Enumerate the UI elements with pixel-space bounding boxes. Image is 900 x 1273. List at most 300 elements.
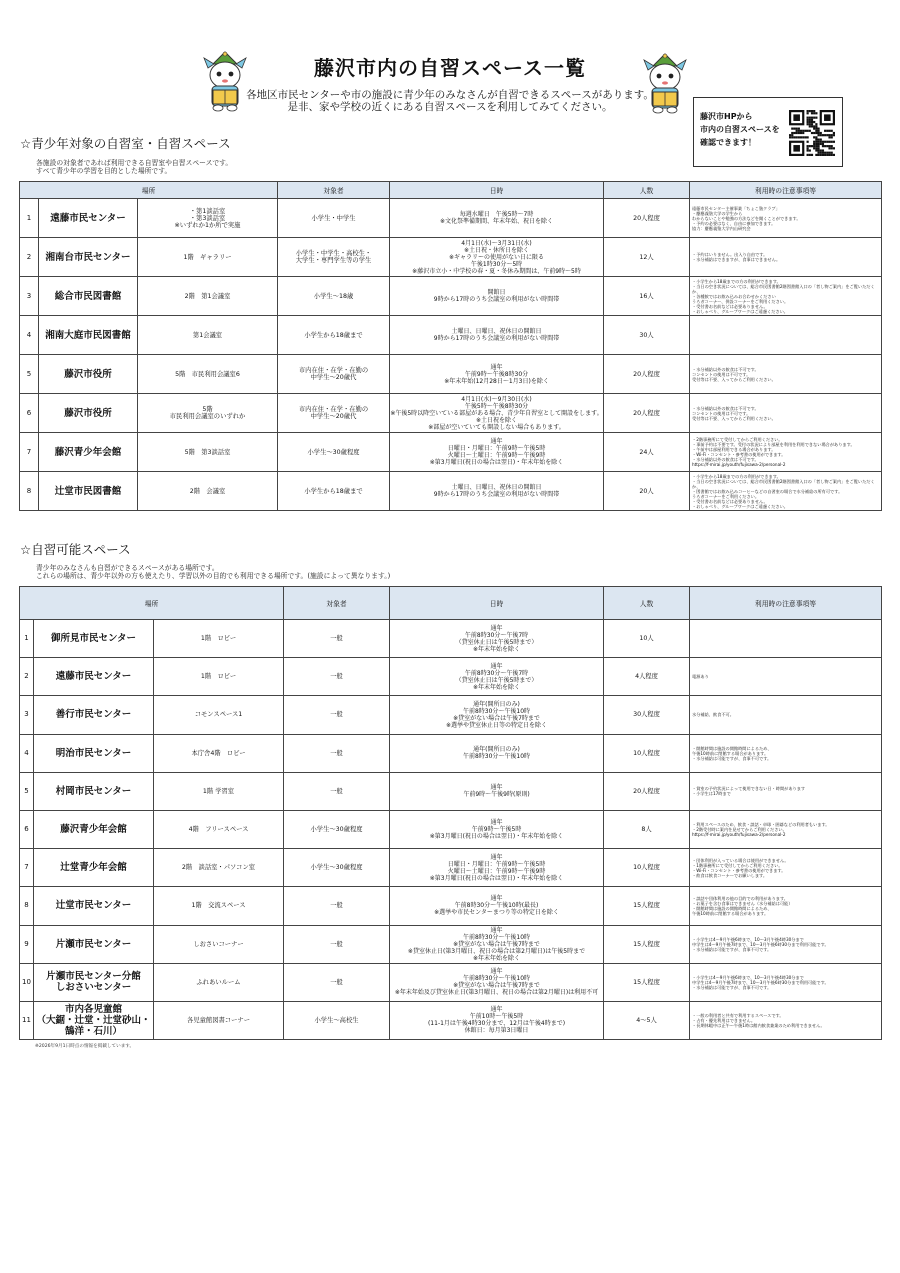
usage-notes-line: ・水分補給は可能ですが、食事不可です。 xyxy=(692,946,772,952)
target-audience-line: 小学生～30歳程度 xyxy=(307,448,360,456)
capacity: 4人程度 xyxy=(604,658,690,696)
place-name: 藤沢青少年会館 xyxy=(39,433,138,472)
room-name-line: 各児童館図書コーナー xyxy=(187,1016,250,1024)
qr-code-icon[interactable] xyxy=(789,110,835,156)
date-time-line: 休館日：毎月第3日曜日 xyxy=(464,1027,529,1035)
target-audience xyxy=(284,810,390,848)
room-name xyxy=(154,849,284,887)
target-audience-line: 一般 xyxy=(330,787,343,795)
usage-notes-line: ・占有・優先利用はできません。 xyxy=(692,1017,756,1023)
date-time-line: 通年 xyxy=(490,662,503,670)
target-audience-line: 小学生から18歳まで xyxy=(304,331,363,339)
target-audience-line: 一般 xyxy=(330,940,343,948)
row-number: 2 xyxy=(20,238,39,277)
usage-notes xyxy=(690,772,882,810)
usage-notes-line: ・予約はいりません。出入り自由です。 xyxy=(692,252,768,257)
target-audience-line: 中学生～20歳代 xyxy=(310,374,357,381)
room-name xyxy=(138,277,278,316)
usage-notes xyxy=(690,355,882,394)
place-name: 湘南台市民センター xyxy=(39,238,138,277)
date-time-line: 毎週水曜日 午後5時～7時 xyxy=(459,211,534,218)
usage-notes xyxy=(690,849,882,887)
row-number: 11 xyxy=(20,1001,34,1039)
target-audience xyxy=(284,849,390,887)
date-time xyxy=(390,658,604,696)
room-name-line: 5階 xyxy=(202,406,213,413)
usage-notes-line: ・長期休暇中は正午～午後1時は館内飲食兼業のため利用できません。 xyxy=(692,1022,825,1028)
date-time-line: 火曜日～土曜日：午前9時～午後9時 xyxy=(447,452,546,459)
date-time-line: ※貸室がない場合は午後7時まで xyxy=(453,714,540,722)
usage-notes xyxy=(690,810,882,848)
target-audience xyxy=(278,394,390,433)
column-header-capacity: 人数 xyxy=(604,587,690,620)
usage-notes-line: ・お菓子を含む食事はできません（水分補給は可能） xyxy=(692,900,793,906)
date-time-line: ※午後5時以降空いている部屋がある場合、青少年自習室として開設をします。 xyxy=(390,409,603,417)
target-audience xyxy=(284,772,390,810)
row-number: 7 xyxy=(20,433,39,472)
target-audience xyxy=(284,658,390,696)
date-time xyxy=(390,433,604,472)
usage-notes-line: 電源あり xyxy=(692,674,709,680)
date-time-line: 午前8時30分～午後7時 xyxy=(464,669,529,677)
target-audience-line: 一般 xyxy=(330,749,343,757)
section1-note-line-2: すべて青少年の学習を目的とした場所です。 xyxy=(36,167,172,175)
date-time-line: ※藤沢市立小・中学校の春・夏・冬休み期間は、午前9時～5時 xyxy=(412,267,581,275)
target-audience xyxy=(284,620,390,658)
table-header-row xyxy=(20,182,882,199)
capacity: 4～5人 xyxy=(604,1001,690,1039)
date-time-line: （貸室休止日は午後5時まで） xyxy=(455,638,538,646)
date-time-line: ※選挙や貸室休止日等の特定日を除く xyxy=(446,721,548,729)
usage-notes-line: ・水分補給以外の飲食は不可です。 xyxy=(692,457,759,462)
date-time xyxy=(390,810,604,848)
target-audience-line: 一般 xyxy=(330,978,343,986)
row-number: 1 xyxy=(20,620,34,658)
date-time-line: ※貸室がない場合は午後7時まで xyxy=(453,982,540,990)
table-row xyxy=(20,734,882,772)
usage-notes-line: ・Wi-Fi・コンセント・参考書の使用ができます。 xyxy=(692,867,786,873)
room-name xyxy=(138,316,278,355)
capacity: 30人程度 xyxy=(604,696,690,734)
usage-notes-line: ・開館時間は施設の開館時間によるため、 xyxy=(692,745,772,751)
capacity: 15人程度 xyxy=(604,963,690,1001)
place-name: 明治市民センター xyxy=(34,734,154,772)
date-time xyxy=(390,925,604,963)
target-audience-line: 小学生～高校生 xyxy=(314,1016,359,1024)
place-name: 遠藤市民センター xyxy=(34,658,154,696)
table-row xyxy=(20,472,882,511)
room-name xyxy=(138,394,278,433)
date-time xyxy=(390,772,604,810)
place-name: 藤沢市役所 xyxy=(39,394,138,433)
date-time-line: 午前8時30分～午後10時 xyxy=(462,753,531,761)
room-name-line: 4階 フリースペース xyxy=(188,826,249,834)
date-time-line: 日曜日・月曜日：午前9時～午後5時 xyxy=(447,445,546,452)
target-audience xyxy=(284,963,390,1001)
usage-notes-line: ・開館時間は施設の開館時間によるため、 xyxy=(692,905,772,911)
row-number: 3 xyxy=(20,696,34,734)
usage-notes-line: コンセントの使用は不可です。 xyxy=(692,410,751,416)
date-time-line: 通年 xyxy=(490,853,503,861)
date-time-line: 火曜日～土曜日：午前9時～午後9時 xyxy=(447,867,546,875)
row-number: 10 xyxy=(20,963,34,1001)
usage-notes-line: 中学生は4～9月午後7時まで、10～3月午後6時30分まで利用可能です。 xyxy=(692,979,829,985)
usage-notes-line: ・受付書お名前などは必要ありません。 xyxy=(692,498,768,504)
target-audience-line: 小学生～18歳 xyxy=(313,292,354,300)
qr-caption-line-3: 確認できます！ xyxy=(700,138,756,147)
date-time-line: 9時から17時のうち会議室の利用がない時間帯 xyxy=(433,335,560,342)
date-time-line: ※貸室がない場合は午後7時まで xyxy=(453,940,540,948)
date-time xyxy=(390,620,604,658)
date-time-line: 午前8時30分～午後10時 xyxy=(462,975,531,983)
room-name-line: 1階 学習室 xyxy=(202,787,235,795)
date-time-line: 午前9時～午後8時30分 xyxy=(464,370,529,378)
capacity: 15人程度 xyxy=(604,925,690,963)
room-name-line: しおさいコーナー xyxy=(193,940,244,948)
table-row xyxy=(20,925,882,963)
date-time xyxy=(390,199,604,238)
target-audience xyxy=(278,277,390,316)
usage-notes-line: ・Wi-Fi・コンセント・参考書の使用ができます。 xyxy=(692,452,786,457)
usage-notes-line: コンセントの使用は不可です。 xyxy=(692,371,751,377)
footnote: ※2026年9月1日時点の情報を掲載しています。 xyxy=(35,1044,135,1049)
target-audience xyxy=(284,887,390,925)
usage-notes-line: わからないことや勉強の方法などを聞くことができます。 xyxy=(692,215,801,221)
target-audience-line: 小学生・中学生・高校生・ xyxy=(295,250,372,257)
date-time-line: 土曜日、日曜日、祝休日の開館日 xyxy=(451,328,542,335)
usage-notes-line: ・小学生は4～9月午後6時まで、10～3月午後4時30分まで xyxy=(692,974,804,980)
date-time-line: 午前10時～午後5時 xyxy=(469,1013,524,1021)
place-name: 藤沢市役所 xyxy=(39,355,138,394)
usage-notes-line: ・おしゃべり、グループワークはご遠慮ください。 xyxy=(692,308,788,314)
room-name-line: 2階 談話室・パソコン室 xyxy=(181,864,256,872)
date-time xyxy=(390,472,604,511)
section1-note-line-1: 各施設の対象者であれば利用できる自習室や自習スペースです。 xyxy=(36,159,233,167)
place-name: 辻堂市民センター xyxy=(34,887,154,925)
usage-notes-line: ・2階受付時に案内を見せてからご利用ください。 xyxy=(692,827,787,833)
target-audience xyxy=(284,925,390,963)
date-time-line: ※部屋が空いていても開設しない場合もあります。 xyxy=(428,423,565,431)
room-name xyxy=(138,472,278,511)
table-row xyxy=(20,433,882,472)
usage-notes-line: ・午前中は部屋利用できる場合があります。 xyxy=(692,447,776,452)
usage-notes-line: ・利用スペースのため、飲食・談話・卓球・囲碁などの利用者もいます。 xyxy=(692,822,830,828)
usage-notes-line: 中学生は4～9月午後7時まで、10～3月午後6時30分まで利用可能です。 xyxy=(692,941,829,947)
date-time xyxy=(390,277,604,316)
capacity: 10人 xyxy=(604,620,690,658)
room-name-line: 1階 ロビー xyxy=(200,635,237,643)
date-time-line: 通年 xyxy=(490,968,503,976)
date-time xyxy=(390,734,604,772)
usage-notes xyxy=(690,696,882,734)
date-time-line: 午後5時～午後8時30分 xyxy=(464,402,529,410)
usage-notes-line: ・1階事務所にて受付してからご利用ください。 xyxy=(692,862,783,868)
section1-title: ☆青少年対象の自習室・自習スペース xyxy=(20,136,231,151)
usage-notes-line: 水分補給、飲食不可。 xyxy=(692,712,734,718)
room-name xyxy=(138,433,278,472)
date-time-line: ※第3月曜日(祝日の場合は翌日)・年末年始を除く xyxy=(429,874,564,882)
date-time-line: 4月1日(水)～9月30日(水) xyxy=(461,395,532,403)
date-time-line: 通年 xyxy=(490,624,503,632)
target-audience xyxy=(278,199,390,238)
usage-notes-line: ・各種飲ではお飲み込みお合わせかください xyxy=(692,293,776,299)
usage-notes-line: ・団体利用が入っている場合は使用ができません。 xyxy=(692,857,789,863)
date-time-line: 4月1日(水)～3月31日(水) xyxy=(461,239,532,247)
date-time-line: 午前9時～午後9時(原則) xyxy=(463,791,530,799)
usage-notes-line: うろガコーナーをご利用ください。 xyxy=(692,493,760,499)
table-row xyxy=(20,277,882,316)
row-number: 1 xyxy=(20,199,39,238)
usage-notes-line: 午後10時前に閉館する場合があります。 xyxy=(692,750,769,756)
room-name-line: ・第3談話室 xyxy=(189,214,226,222)
date-time-line: 日曜日・月曜日：午前9時～午後5時 xyxy=(447,860,546,868)
date-time-line: 午前9時～午後5時 xyxy=(471,826,522,834)
table-row xyxy=(20,887,882,925)
section2-title: ☆自習可能スペース xyxy=(20,542,131,557)
column-header-notes: 利用時の注意事項等 xyxy=(690,587,882,620)
usage-notes-line: ・図書館ではお飲み込みコーヒーなどの自習室の場合で水分補給の所有可です。 xyxy=(692,488,843,494)
room-name xyxy=(154,887,284,925)
date-time-line: 通年 xyxy=(490,363,503,371)
place-name: 村岡市民センター xyxy=(34,772,154,810)
date-time xyxy=(390,887,604,925)
date-time-line: ※年末年始を除く xyxy=(473,683,521,691)
table-row xyxy=(20,696,882,734)
target-audience-line: 一般 xyxy=(330,635,343,643)
capacity: 20人程度 xyxy=(604,772,690,810)
date-time-line: 通年(開所日のみ) xyxy=(473,700,520,708)
date-time-line: 9時から17時のうち会議室の利用がない時間帯 xyxy=(433,491,560,498)
target-audience-line: 一般 xyxy=(330,902,343,910)
target-audience xyxy=(278,472,390,511)
usage-notes-line: 遠藤市民センター主催事業「ちょこ塾クラブ」 xyxy=(692,205,780,211)
room-name xyxy=(154,925,284,963)
usage-notes-line: ・おしゃべり、グループワークはご遠慮ください。 xyxy=(692,503,788,509)
intro-line-2: 是非、家や学校の近くにある自習スペースを利用してみてください。 xyxy=(287,101,613,113)
usage-notes xyxy=(690,963,882,1001)
target-audience xyxy=(278,355,390,394)
target-audience xyxy=(284,1001,390,1039)
row-number: 5 xyxy=(20,355,39,394)
usage-notes-line: ・小学生から18歳までの方の利用ができます。 xyxy=(692,278,781,284)
target-audience-line: 市内在住・在学・在勤の xyxy=(298,367,369,374)
date-time-line: 通年 xyxy=(490,819,503,827)
target-audience-line: 中学生～20歳代 xyxy=(310,413,357,420)
room-name-line: 2階 第1会議室 xyxy=(184,292,231,300)
date-time-line: ※貸室休止日(第3月曜日、祝日の場合は第2月曜日)は午後5時まで xyxy=(407,947,586,955)
date-time-line: 午前8時30分～午後10時 xyxy=(462,707,531,715)
date-time xyxy=(390,316,604,355)
date-time-line: ※土日祝・休所日を除く xyxy=(464,246,530,254)
date-time xyxy=(390,394,604,433)
row-number: 8 xyxy=(20,472,39,511)
date-time-line: （貸室休止日は午後5時まで） xyxy=(455,676,538,684)
column-header-capacity: 人数 xyxy=(604,182,690,199)
column-header-place: 場所 xyxy=(20,182,278,199)
room-name-line: 第1会議室 xyxy=(192,331,223,339)
capacity: 12人 xyxy=(604,238,690,277)
capacity: 20人程度 xyxy=(604,394,690,433)
target-audience-line: 小学生～30歳程度 xyxy=(310,826,363,834)
usage-notes-line: ・談話や団体利用の他の目的での利用があります。 xyxy=(692,895,788,901)
place-name: 片瀬市民センター分館 しおさいセンター xyxy=(34,963,154,1001)
date-time xyxy=(390,355,604,394)
table-row xyxy=(20,316,882,355)
usage-notes xyxy=(690,658,882,696)
row-number: 6 xyxy=(20,810,34,848)
usage-notes xyxy=(690,277,882,316)
date-time xyxy=(390,1001,604,1039)
intro-line-1: 各地区市民センターや市の施設に青少年のみなさんが自習できるスペースがあります。 xyxy=(246,89,654,101)
place-name: 辻堂青少年会館 xyxy=(34,849,154,887)
usage-notes-line: ・一般の利用者と共有で利用するスペースです。 xyxy=(692,1012,784,1018)
target-audience xyxy=(278,433,390,472)
column-header-notes: 利用時の注意事項等 xyxy=(690,182,882,199)
usage-notes-line: ・受付書お名前などは必要ありません。 xyxy=(692,303,768,309)
room-name xyxy=(154,696,284,734)
place-name: 辻堂市民図書館 xyxy=(39,472,138,511)
date-time-line: 通年(開所日のみ) xyxy=(473,746,520,754)
usage-notes-line: ・当日の空き状況については、総合市民図書館2階図書館入口の「者し物ご案内」をご覧いただくか、 xyxy=(692,283,875,294)
capacity: 16人 xyxy=(604,277,690,316)
row-number: 9 xyxy=(20,925,34,963)
room-name-line: 1階 交流スペース xyxy=(191,902,246,910)
row-number: 3 xyxy=(20,277,39,316)
place-name: 遠藤市民センター xyxy=(39,199,138,238)
column-header-place: 場所 xyxy=(20,587,284,620)
room-name-line: ・第1談話室 xyxy=(189,207,226,215)
capacity: 24人 xyxy=(604,433,690,472)
usage-notes-line: ・予約の必要はなく、自由に参加できます。 xyxy=(692,220,776,226)
date-time-line: ※ギャラリーの使用がない日に限る xyxy=(449,253,545,261)
room-name-line: 5階 市民利用会議室6 xyxy=(175,370,240,378)
qr-caption xyxy=(700,110,780,149)
capacity: 20人程度 xyxy=(604,199,690,238)
row-number: 6 xyxy=(20,394,39,433)
usage-notes-line: ・事前予約は不要です。受付の状況により部屋を利用を利用できない場合があります。 xyxy=(692,442,855,447)
date-time-line: ※第3月曜日(祝日の場合は翌日)・年末年始を除く xyxy=(429,459,564,466)
room-name-line: 市民利用会議室のいずれか xyxy=(169,413,246,420)
room-name xyxy=(138,199,278,238)
usage-notes xyxy=(690,238,882,277)
youth-study-room-table xyxy=(19,181,882,511)
date-time-line: 土曜日、日曜日、祝休日の開館日 xyxy=(451,484,542,491)
date-time-line: ※選挙や市民センターまつり等の特定日を除く xyxy=(434,909,559,917)
capacity: 8人 xyxy=(604,810,690,848)
row-number: 7 xyxy=(20,849,34,887)
usage-notes-line: ・小学生は4～9月午後6時まで、10～3月午後4時30分まで xyxy=(692,936,804,942)
table-row xyxy=(20,199,882,238)
date-time-line: 午後1時30分～5時 xyxy=(470,260,523,268)
date-time-line: 通年 xyxy=(490,1006,503,1014)
room-name xyxy=(154,1001,284,1039)
capacity: 10人程度 xyxy=(604,849,690,887)
room-name-line: コモンスペース1 xyxy=(194,711,243,719)
usage-notes-line: ・水分補給以外の飲食は不可です。 xyxy=(692,366,759,372)
usage-notes-line: 受付等は不要、入ってからご利用ください。 xyxy=(692,376,776,382)
room-name-line: 1階 ロビー xyxy=(200,673,237,681)
usage-notes-line: 受付等は不要、入ってからご利用ください。 xyxy=(692,415,776,421)
room-name xyxy=(154,734,284,772)
usage-notes-line: ・小学生は17時まで xyxy=(692,791,731,797)
date-time-line: ※年末年始を除く xyxy=(473,645,521,653)
room-name xyxy=(138,355,278,394)
qr-caption-line-2: 市内の自習スペースを xyxy=(700,125,780,134)
date-time xyxy=(390,849,604,887)
capacity: 10人程度 xyxy=(604,734,690,772)
target-audience xyxy=(284,696,390,734)
usage-notes-line: ・慶應義塾大学の学生から xyxy=(692,210,743,216)
room-name-line: 5階 第3談話室 xyxy=(184,448,231,456)
room-name-line: 本庁舎4階 ロビー xyxy=(191,749,246,757)
table-row xyxy=(20,238,882,277)
date-time-line: 9時から17時のうち会議室の利用がない時間帯 xyxy=(433,296,560,303)
room-name-line: ※いずれか1か所で実施 xyxy=(174,221,241,229)
self-study-space-table xyxy=(19,586,882,1040)
target-audience-line: 一般 xyxy=(330,673,343,681)
usage-notes-line: https://f-mirai.jp/youth/fujisawa-2/personal-2 xyxy=(692,832,786,838)
table-row xyxy=(20,658,882,696)
target-audience-line: 小学生・中学生 xyxy=(311,214,356,222)
table-row xyxy=(20,963,882,1001)
target-audience xyxy=(284,734,390,772)
usage-notes-line: ・2階事務所にて受付してからご利用ください。 xyxy=(692,437,783,442)
section2-note-line-1: 青少年のみなさんも自習ができるスペースがある場所です。 xyxy=(36,564,219,572)
row-number: 4 xyxy=(20,734,34,772)
date-time-line: ※年末年始(12月28日～1月3日)を除く xyxy=(444,377,549,385)
date-time-line: 通年 xyxy=(490,895,503,903)
table-row xyxy=(20,810,882,848)
room-name xyxy=(138,238,278,277)
usage-notes xyxy=(690,1001,882,1039)
date-time-line: (11-1月は午後4時30分まで、12月は午後4時まで) xyxy=(427,1020,566,1028)
usage-notes-line: うろガコーナー、併設コーナーをご利用ください。 xyxy=(692,298,789,304)
section2-note-line-2: これらの場所は、青少年以外の方も使えたり、学習以外の目的でも利用できる場所です。(施設によって異なります。) xyxy=(36,572,391,580)
date-time-line: ※年末年始を除く xyxy=(473,954,521,962)
usage-notes xyxy=(690,620,882,658)
table-row xyxy=(20,620,882,658)
date-time-line: 午前8時30分～午後10時 xyxy=(462,933,531,941)
place-name: 藤沢青少年会館 xyxy=(34,810,154,848)
usage-notes-line: ・飲食は飲食コーナーでお願いします。 xyxy=(692,872,768,878)
column-header-target: 対象者 xyxy=(278,182,390,199)
place-name: 善行市民センター xyxy=(34,696,154,734)
target-audience-line: 大学生・専門学生等の学生 xyxy=(295,257,372,264)
usage-notes-line: ・水分補給はできますが、食事はできません。 xyxy=(692,257,781,262)
usage-notes-line: ・水分補給は可能ですが、食事不可です。 xyxy=(692,984,772,990)
target-audience xyxy=(278,316,390,355)
section1-note xyxy=(36,159,232,175)
place-name: 御所見市民センター xyxy=(34,620,154,658)
date-time-line: 通年 xyxy=(490,438,503,445)
column-header-target: 対象者 xyxy=(284,587,390,620)
room-name-line: 2階 会議室 xyxy=(189,487,226,495)
room-name-line: 1階 ギャラリー xyxy=(183,253,232,261)
table-row xyxy=(20,1001,882,1039)
date-time-line: ※第3月曜日(祝日の場合は翌日)・年末年始を除く xyxy=(429,833,564,841)
usage-notes-line: 午後10時前に閉館する場合があります。 xyxy=(692,910,769,916)
date-time xyxy=(390,238,604,277)
target-audience-line: 一般 xyxy=(330,711,343,719)
row-number: 4 xyxy=(20,316,39,355)
date-time-line: 通年 xyxy=(490,926,503,934)
row-number: 8 xyxy=(20,887,34,925)
place-name: 市内各児童館 （大鋸・辻堂・辻堂砂山・ 鵠洋・石川） xyxy=(34,1001,154,1039)
place-name: 片瀬市民センター xyxy=(34,925,154,963)
usage-notes-line: ・貸室の予約状況によって使用できない日・時間があります xyxy=(692,786,806,792)
usage-notes-line: https://f-mirai.jp/youth/fujisawa-2/personal-2 xyxy=(692,462,786,467)
usage-notes xyxy=(690,394,882,433)
